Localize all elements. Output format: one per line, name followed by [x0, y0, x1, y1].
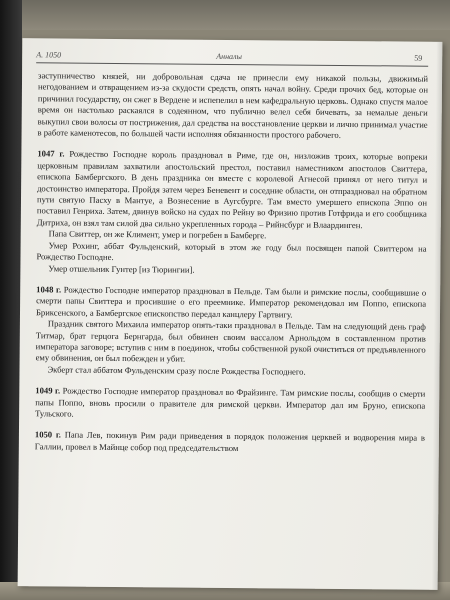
paragraph	[36, 318, 426, 367]
paragraph	[36, 240, 426, 266]
page-text	[35, 70, 428, 456]
year-label: 1050 г.	[34, 429, 62, 440]
year-label: 1049 г.	[35, 385, 61, 396]
running-head	[36, 48, 428, 67]
year-entry	[36, 284, 426, 322]
book-page	[18, 38, 443, 590]
year-entry	[35, 430, 425, 456]
year-label: 1048 г.	[36, 284, 62, 295]
background-top	[0, 0, 450, 30]
running-head-year: А. 1050	[36, 50, 62, 60]
year-label: 1047 г.	[37, 148, 65, 159]
paragraph	[36, 263, 426, 278]
paragraph-text: заступничество князей, ни добровольная сдача не принесли ему никакой пользы, движимый негодованием и отвращением из-за скудости средств, опять начал войну. Среди прочих бед, которые он причинил государству, он сжег в Вердене и испепелил в нем кафедральную церковь. Однако спустя малое время он настолько раскаялся в содеянном, что публично велел себя бичевать, за немалые деньги выкупил свои волосы от пострижения, дал средства на восстановление церкви и лично принимал участие в работе каменотесов, по большей части исполняя обязанности простого рабочего.	[37, 70, 429, 140]
paragraph	[35, 364, 425, 379]
year-entry	[37, 149, 428, 232]
page-number: 59	[414, 53, 423, 63]
header-rule	[36, 62, 428, 66]
paragraph-text: Папа Свиттер, он же Климент, умер и погребен в Бамберге.	[48, 228, 267, 241]
paragraph-text: Рождество Господне император праздновал во Фрайзинге. Там римские послы, сообщив о смерти папы Поппо, вновь просили о правителе для римской церкви. Император дал им Бруно, епископа Тульского.	[35, 385, 426, 419]
paragraph-text: Рождество Господне король праздновал в Риме, где он, низложив троих, которые вопреки церковным правилам захватили апостольский престол, поставил наместником апостолов Свиттера, епископа Бамбергского. В день праздника он вместе с королевой Агнесой принял от него титул и достоинство императора. Пройдя затем через Беневент и соседние области, он отпраздновал на обратном пути святую Пасху в Мантуе, а Вознесение в Аугсбурге. Там вместо умершего епископа Эппо он поставил Генриха. Затем, двинув войско на судах по Рейну во Фризию против Готфрида и его сообщника Дитриха, он взял там силой два сильно укрепленных города – Рийнсбург и Влаардинген.	[36, 149, 428, 231]
paragraph-text: Умер Рохинг, аббат Фульденский, который в этом же году был посвящен папой Свиттером на Рождество Господне.	[36, 240, 427, 263]
running-head-title: Анналы	[216, 51, 243, 62]
paragraph-text: Рождество Господне император праздновал в Пельде. Там были и римские послы, сообщившие о смерти папы Свиттера и просившие о его преемнике. Император рекомендовал им Поппо, епископа Бриксенского, а Бамбергское епископство передал канцлеру Гартвигу.	[35, 284, 427, 320]
year-entry	[35, 385, 425, 423]
paragraph-text: Умер отшельник Гунтер [из Тюрингии].	[48, 262, 195, 275]
paragraph-text: Праздник святого Михаила император опять-таки праздновал в Пельде. Там на следующий день граф Титмар, брат герцога Бернгарда, был обвинен своим вассалом Арнольдом в составленном против императора заговоре; вступив с ним в поединок, чтобы собственной рукой очиститься от предъявленного ему обвинения, он был побежден и убит.	[35, 318, 426, 364]
paragraph-text: Папа Лев, покинув Рим ради приведения в порядок положения церквей и водворения мира в Галлии, провел в Майнце собор под председательством	[34, 429, 425, 453]
paragraph-text: Экберт стал аббатом Фульденским сразу после Рождества Господнего.	[47, 364, 306, 377]
paragraph	[38, 70, 429, 142]
